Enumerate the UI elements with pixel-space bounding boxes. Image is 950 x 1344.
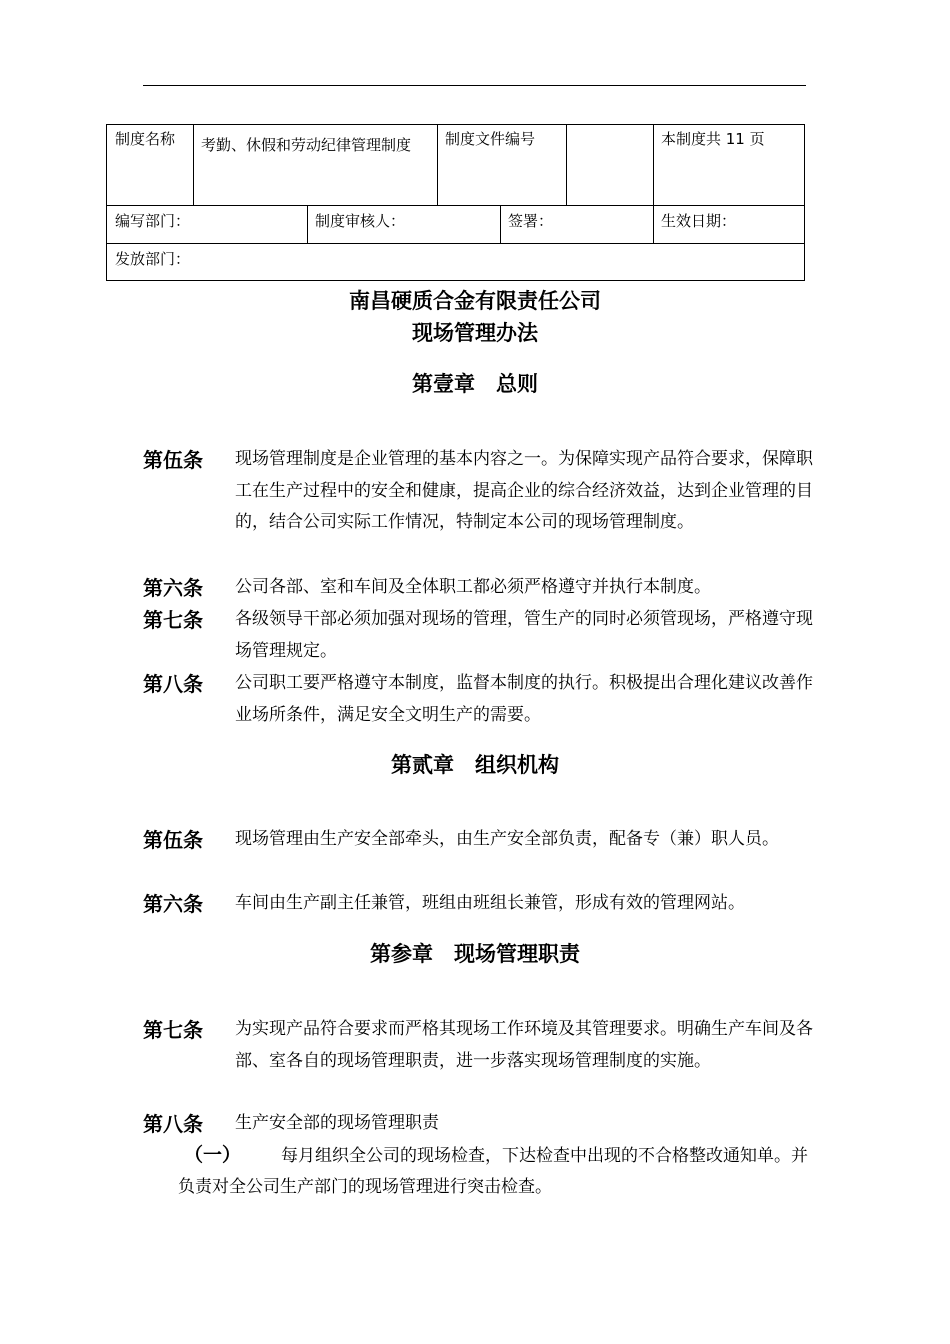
chapter-2-article-2	[143, 888, 813, 920]
article-label: 第八条	[143, 672, 203, 696]
chapter-2-article-1	[143, 824, 813, 856]
article-text: 为实现产品符合要求而严格其现场工作环境及其管理要求。明确生产车间及各部、室各自的现场管理职责，进一步落实现场管理制度的实施。	[235, 1019, 813, 1071]
article-label: 第六条	[143, 892, 203, 916]
chapter-3-article-1	[143, 1014, 813, 1077]
chapter-3-item-1	[178, 1140, 808, 1203]
article-label: 第六条	[143, 576, 203, 600]
article-text: 现场管理制度是企业管理的基本内容之一。为保障实现产品符合要求，保障职工在生产过程中的安全和健康，提高企业的综合经济效益，达到企业管理的目的，结合公司实际工作情况，特制定本公司的现场管理制度。	[235, 449, 813, 532]
chapter-3-article-2	[143, 1108, 813, 1140]
header-rule	[143, 85, 806, 86]
dist-label: 发放部门：	[115, 250, 191, 268]
name-label: 制度名称	[115, 130, 176, 148]
article-label: 第七条	[143, 608, 203, 632]
header-table	[106, 124, 805, 281]
table-line	[566, 125, 567, 205]
article-text: 公司各部、室和车间及全体职工都必须严格遵守并执行本制度。	[235, 577, 711, 597]
article-text: 生产安全部的现场管理职责	[235, 1113, 439, 1133]
doc-title: 现场管理办法	[412, 321, 538, 345]
company-name: 南昌硬质合金有限责任公司	[349, 289, 601, 313]
item-number: （一）	[184, 1144, 242, 1166]
article-label: 第八条	[143, 1112, 203, 1136]
chapter-1-title: 第壹章 总则	[412, 372, 538, 396]
chapter-1-article-2	[143, 572, 813, 604]
chapter-1-article-4	[143, 668, 813, 731]
item-text: 每月组织全公司的现场检查，下达检查中出现的不合格整改通知单。并负责对全公司生产部门的现场管理进行突击检查。	[178, 1146, 809, 1197]
doc-no-label: 制度文件编号	[445, 130, 536, 148]
name-value: 考勤、休假和劳动纪律管理制度	[201, 136, 412, 154]
dept-label: 编写部门：	[115, 212, 191, 230]
chapter-1-article-1	[143, 444, 813, 539]
article-text: 各级领导干部必须加强对现场的管理，管生产的同时必须管现场，严格遵守现场管理规定。	[235, 609, 813, 661]
article-label: 第伍条	[143, 828, 203, 852]
sign-label: 签署：	[508, 212, 554, 230]
doc-no-value	[566, 125, 653, 133]
article-label: 第伍条	[143, 448, 203, 472]
pages-label: 本制度共 11 页	[661, 130, 765, 148]
chapter-2-title: 第贰章 组织机构	[391, 753, 559, 777]
date-label: 生效日期：	[661, 212, 737, 230]
article-text: 公司职工要严格遵守本制度，监督本制度的执行。积极提出合理化建议改善作业场所条件，满足安全文明生产的需要。	[235, 673, 813, 725]
article-text: 现场管理由生产安全部牵头，由生产安全部负责，配备专（兼）职人员。	[235, 829, 779, 849]
reviewer-label: 制度审核人：	[315, 212, 406, 230]
article-text: 车间由生产副主任兼管，班组由班组长兼管，形成有效的管理网站。	[235, 893, 745, 913]
article-label: 第七条	[143, 1018, 203, 1042]
chapter-1-article-3	[143, 604, 813, 667]
chapter-3-title: 第参章 现场管理职责	[370, 942, 580, 966]
